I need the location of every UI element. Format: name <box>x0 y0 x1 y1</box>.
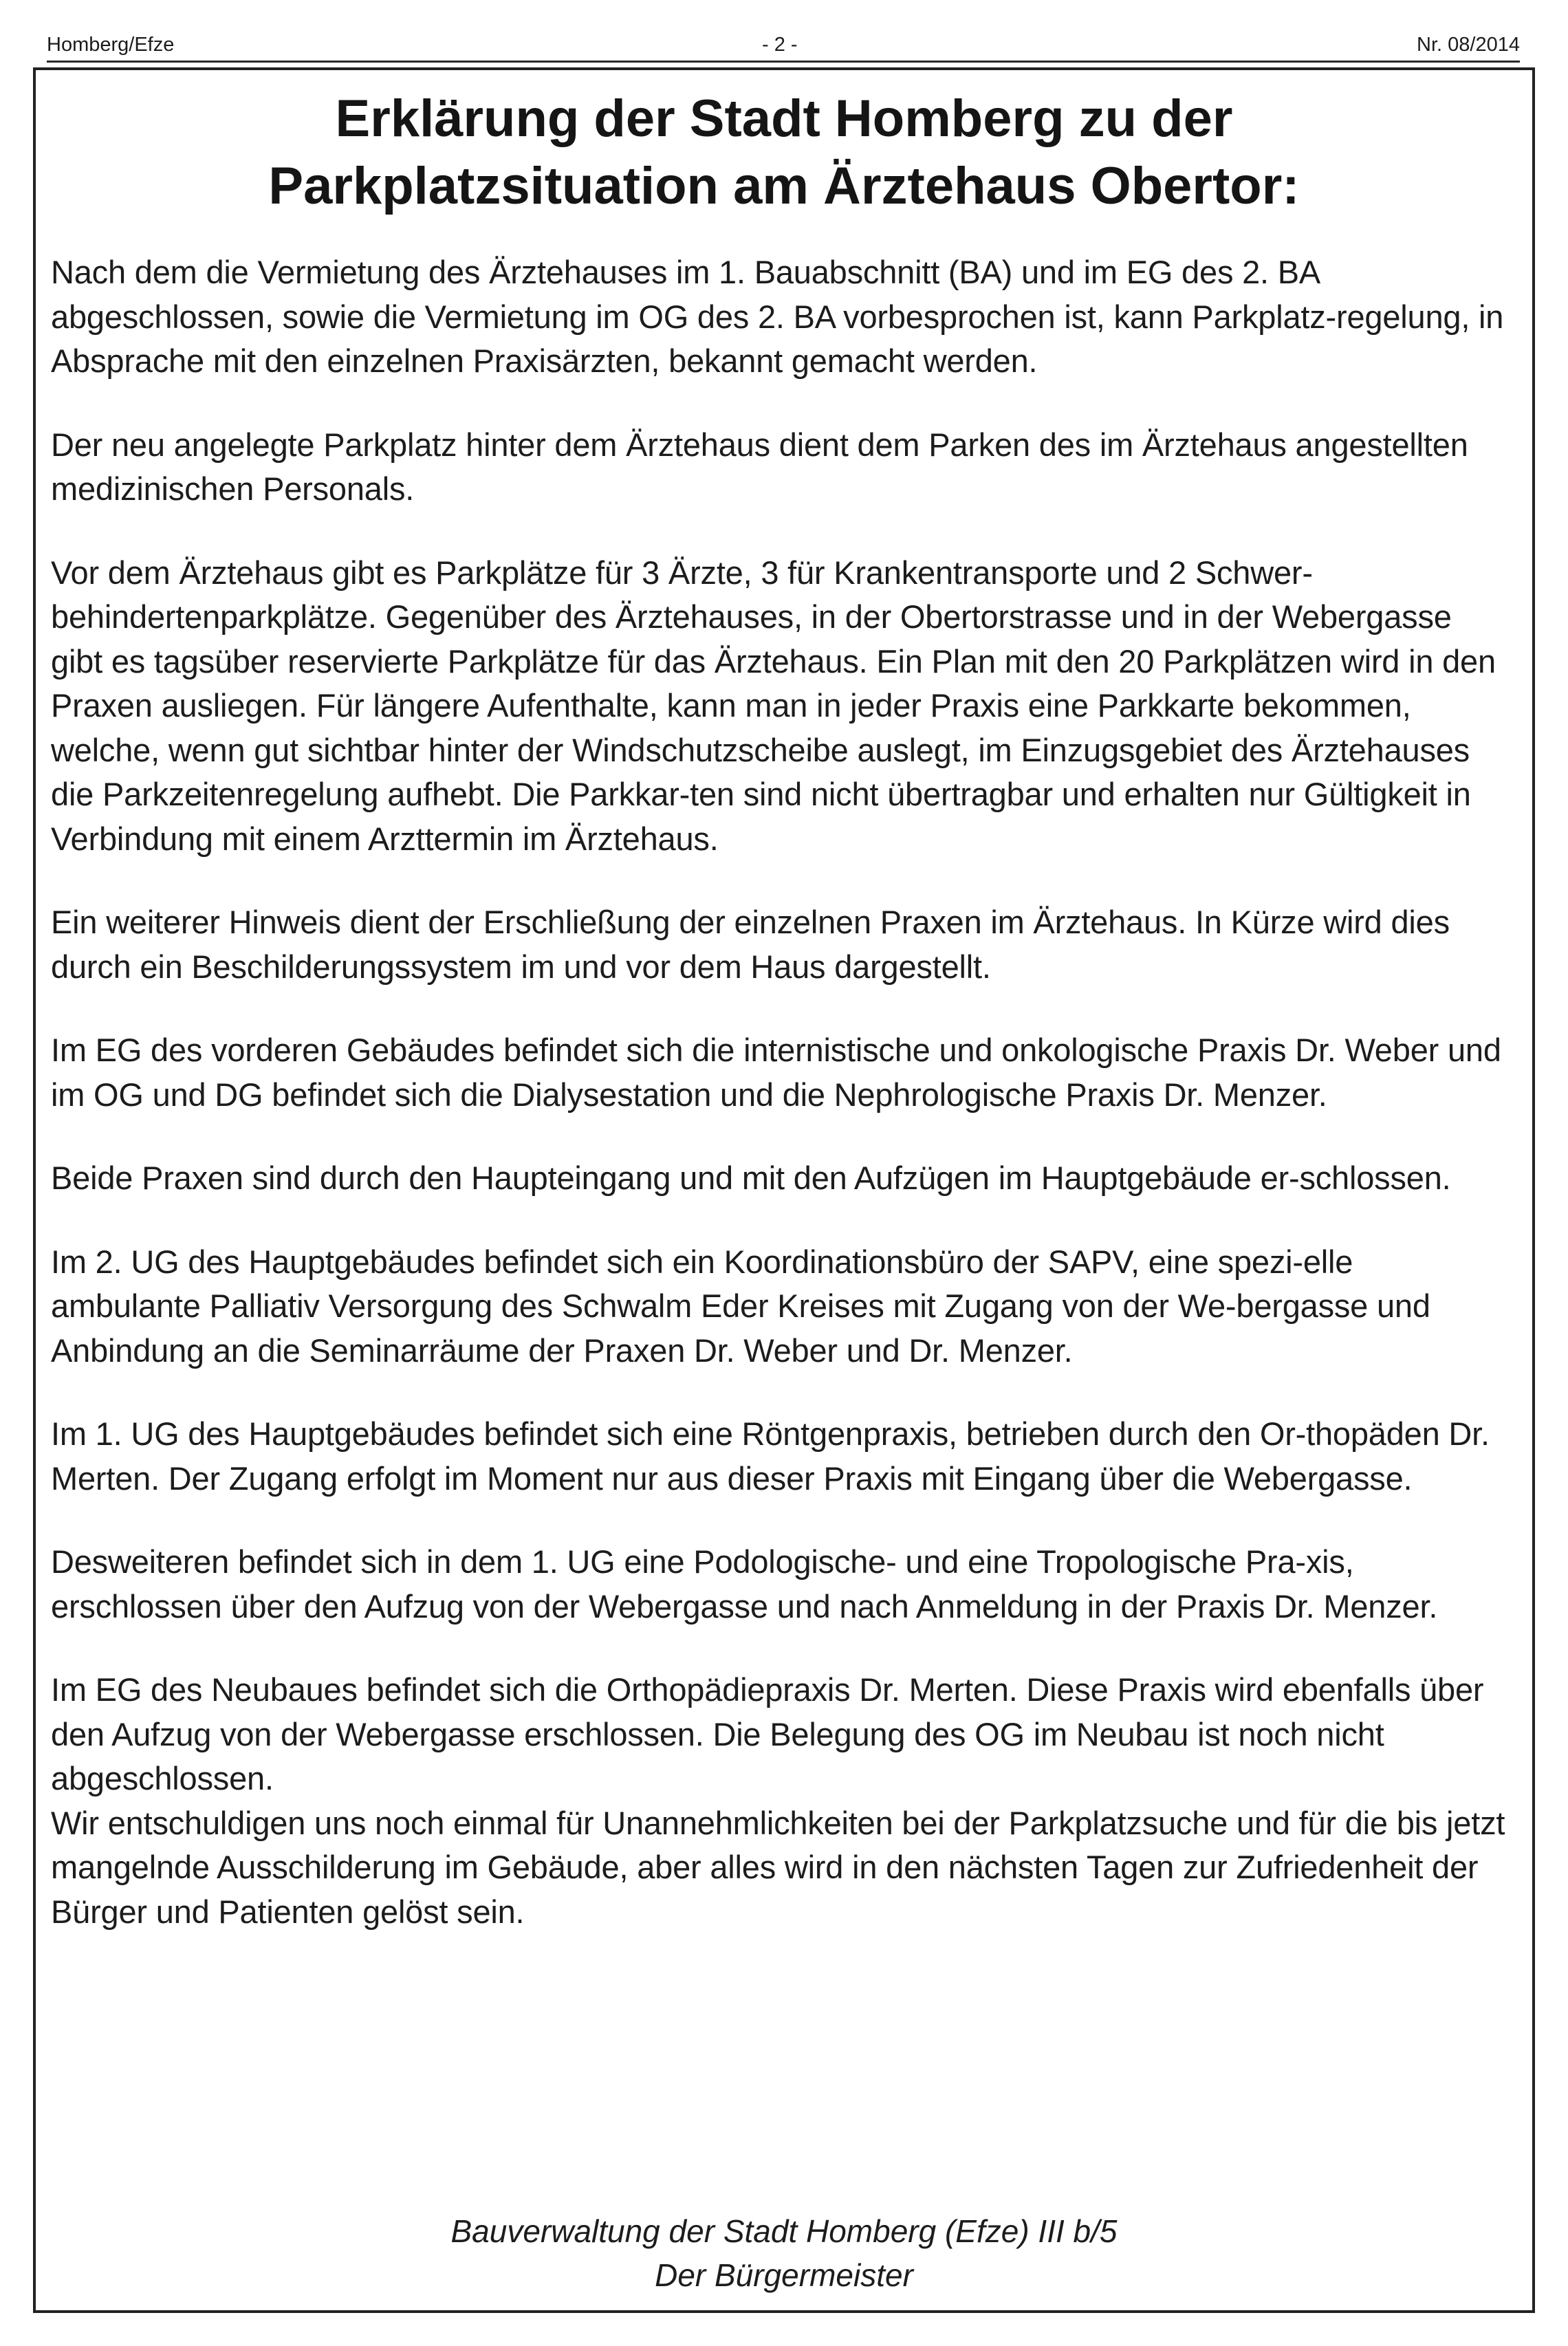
header-issue-number: Nr. 08/2014 <box>1417 34 1520 56</box>
notice-body <box>51 250 1510 1973</box>
signature-mayor: Der Bürgermeister <box>655 2257 913 2293</box>
paragraph-apology: Wir entschuldigen uns noch einmal für Unannehmlichkeiten bei der Parkplatzsuche und für die bis jetzt mangelnde Ausschilderung im Gebäude, aber alles wird in den nächsten Tagen zur Zufriedenheit der Bürger und Patienten gelöst sein. <box>51 1804 1505 1930</box>
notice-title-line-2: Parkplatzsituation am Ärztehaus Obertor: <box>268 157 1300 215</box>
notice-title <box>36 85 1532 220</box>
header-place: Homberg/Efze <box>47 34 175 56</box>
paragraph-sapv: Im 2. UG des Hauptgebäudes befindet sich ein Koordinationsbüro der SAPV, eine spezi-elle ambulante Palliativ Versorgung des Schwalm Eder Kreises mit Zugang von der We-bergasse und Anbindung an die Seminarräume der Praxen Dr. Weber und Dr. Menzer. <box>51 1243 1430 1369</box>
notice-box <box>33 67 1535 2313</box>
paragraph-parking-spaces: Vor dem Ärztehaus gibt es Parkplätze für 3 Ärzte, 3 für Krankentransporte und 2 Schwer-behindertenparkplätze. Gegenüber des Ärztehauses, in der Obertorstrasse und in der Webergasse gibt es tagsüber reservierte Parkplätze für das Ärztehaus. Ein Plan mit den 20 Parkplätzen wird in den Praxen ausliegen. Für längere Aufenthalte, kann man in jeder Praxis eine Parkkarte bekommen, welche, wenn gut sichtbar hinter der Windschutzscheibe auslegt, im Einzugsgebiet des Ärztehauses die Parkzeitenregelung aufhebt. Die Parkkar-ten sind nicht übertragbar und erhalten nur Gültigkeit in Verbindung mit einem Arzttermin im Ärztehaus. <box>51 554 1496 857</box>
paragraph-main-entrance: Beide Praxen sind durch den Haupteingang und mit den Aufzügen im Hauptgebäude er-schlossen. <box>51 1160 1451 1196</box>
notice-title-line-1: Erklärung der Stadt Homberg zu der <box>335 89 1233 148</box>
header-page-number: - 2 - <box>762 34 798 56</box>
page-header <box>47 26 1520 63</box>
paragraph-staff-parking: Der neu angelegte Parkplatz hinter dem Ärztehaus dient dem Parken des im Ärztehaus angestellten medizinischen Personals. <box>51 426 1468 507</box>
signature-department: Bauverwaltung der Stadt Homberg (Efze) III b/5 <box>450 2213 1118 2249</box>
signature <box>36 2209 1532 2297</box>
paragraph-new-building: Im EG des Neubaues befindet sich die Orthopädiepraxis Dr. Merten. Diese Praxis wird ebenfalls über den Aufzug von der Webergasse erschlossen. Die Belegung des OG im Neubau ist noch nicht abgeschlossen. <box>51 1671 1484 1796</box>
paragraph-front-building: Im EG des vorderen Gebäudes befindet sich die internistische und onkologische Praxis Dr. Weber und im OG und DG befindet sich die Dialysestation und die Nephrologische Praxis Dr. Menzer. <box>51 1032 1501 1113</box>
paragraph-radiology: Im 1. UG des Hauptgebäudes befindet sich eine Röntgenpraxis, betrieben durch den Or-thopäden Dr. Merten. Der Zugang erfolgt im Moment nur aus dieser Praxis mit Eingang über die Webergasse. <box>51 1415 1490 1497</box>
paragraph-signage: Ein weiterer Hinweis dient der Erschließung der einzelnen Praxen im Ärztehaus. In Kürze wird dies durch ein Beschilderungssystem im und vor dem Haus dargestellt. <box>51 904 1450 985</box>
paragraph-intro: Nach dem die Vermietung des Ärztehauses im 1. Bauabschnitt (BA) und im EG des 2. BA abgeschlossen, sowie die Vermietung im OG des 2. BA vorbesprochen ist, kann Parkplatz-regelung, in Absprache mit den einzelnen Praxisärzten, bekannt gemacht werden. <box>51 254 1504 379</box>
paragraph-podology: Desweiteren befindet sich in dem 1. UG eine Podologische- und eine Tropologische Pra-xis, erschlossen über den Aufzug von der Webergasse und nach Anmeldung in der Praxis Dr. Menzer. <box>51 1543 1438 1625</box>
